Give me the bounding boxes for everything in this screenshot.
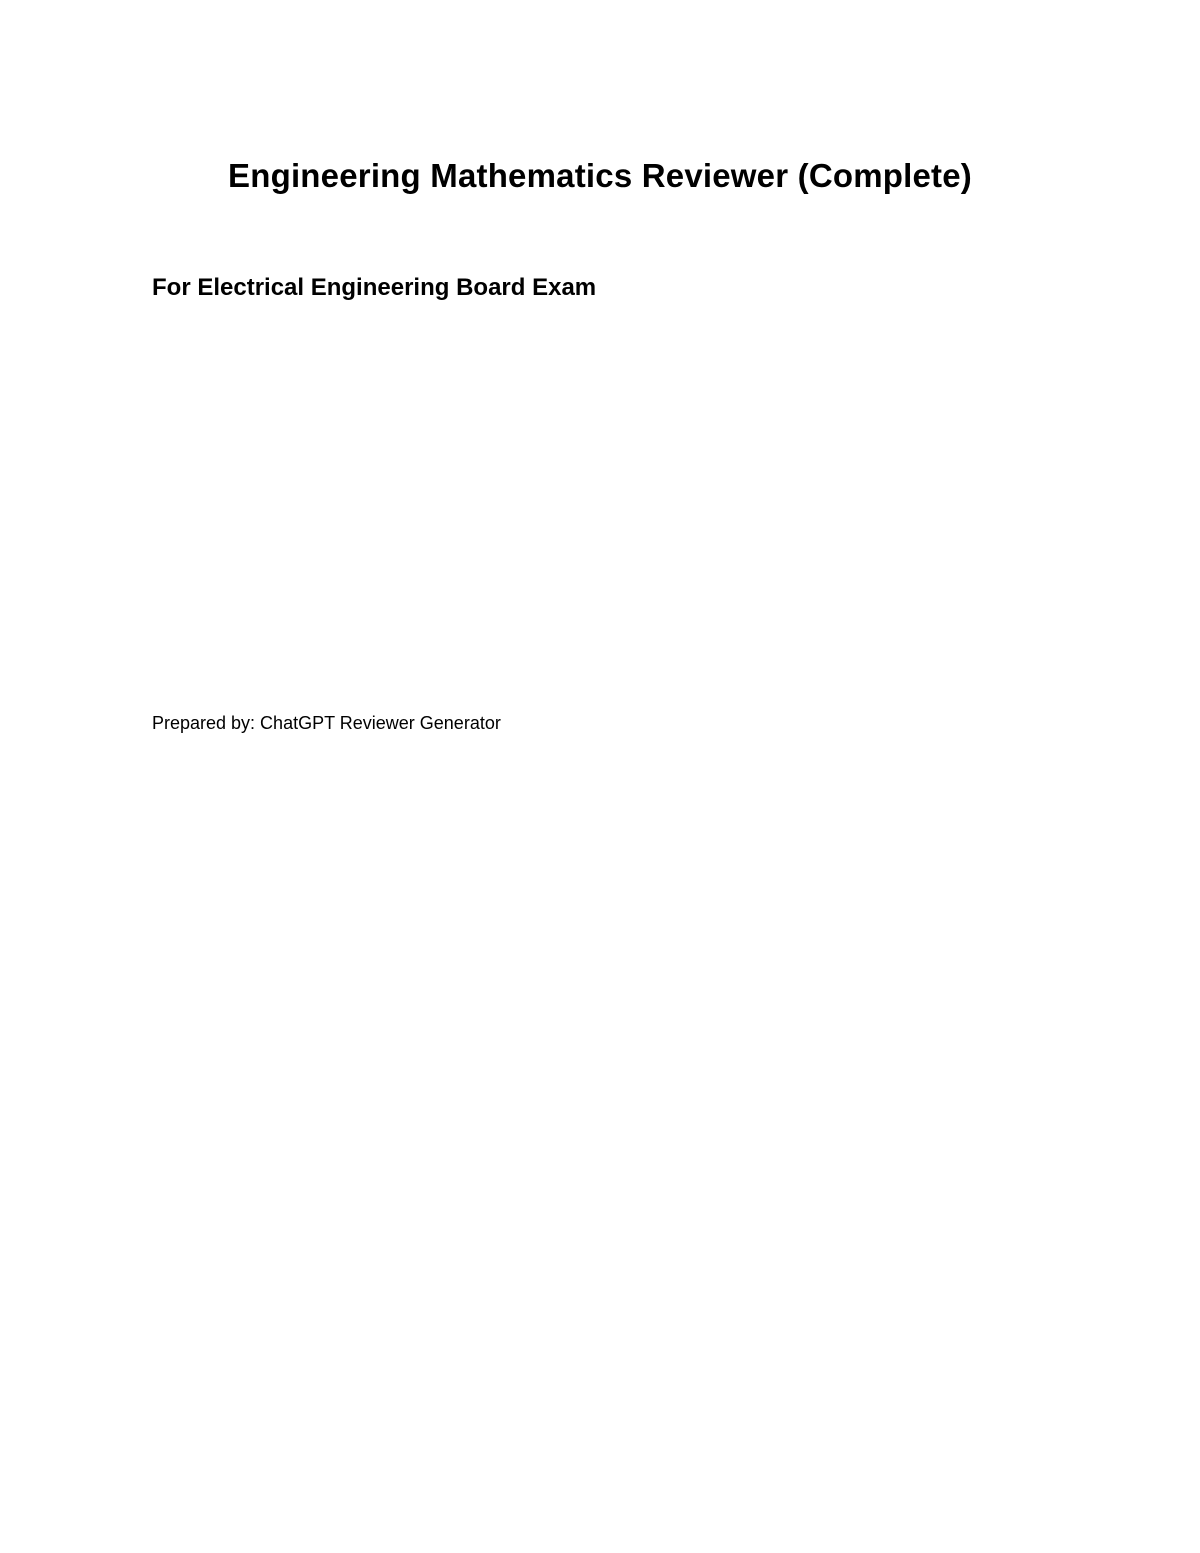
document-title: Engineering Mathematics Reviewer (Complete) <box>228 157 972 194</box>
document-subtitle: For Electrical Engineering Board Exam <box>152 274 597 301</box>
prepared-by-credit: Prepared by: ChatGPT Reviewer Generator <box>152 713 501 733</box>
